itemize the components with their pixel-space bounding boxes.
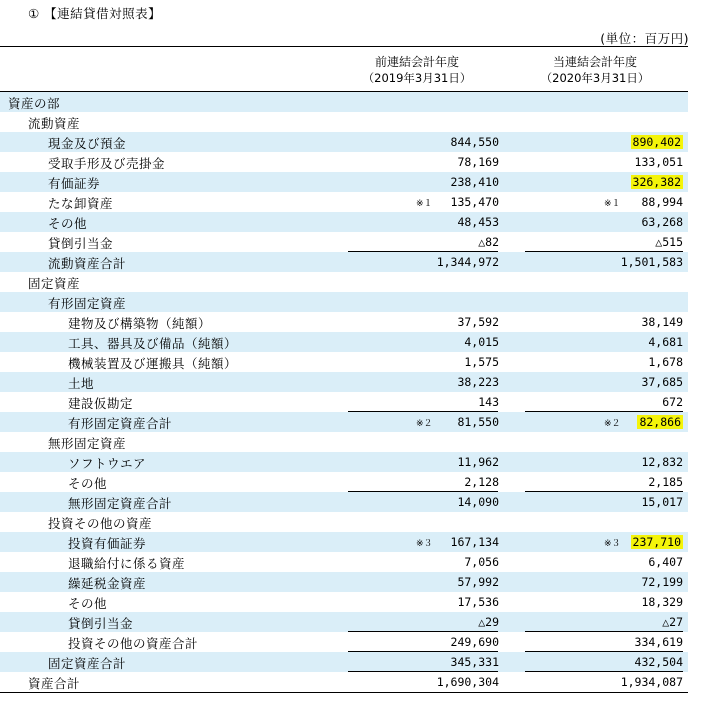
table-row (0, 292, 688, 312)
table-row (0, 212, 688, 232)
table-row (0, 432, 688, 452)
value-text: △27 (662, 615, 683, 629)
table-row (0, 512, 688, 532)
highlighted-value: 237,710 (632, 535, 681, 549)
value-curr (635, 155, 683, 169)
row-label: 投資その他の資産 (48, 516, 153, 531)
total-rule-prev (348, 631, 498, 632)
total-rule-curr (525, 251, 683, 252)
value-curr (631, 135, 683, 149)
row-label: 受取手形及び売掛金 (48, 156, 166, 171)
value-prev: 167,134 (450, 535, 499, 549)
total-rule-curr (525, 671, 683, 672)
value-prev: △29 (478, 615, 499, 629)
value-curr (641, 575, 683, 589)
table-row (0, 652, 688, 672)
table-row (0, 352, 688, 372)
table-row (0, 452, 688, 472)
row-label: 建設仮勘定 (68, 396, 134, 411)
total-rule-prev (348, 411, 498, 412)
row-label: 有形固定資産 (48, 296, 127, 311)
table-bottom-rule (0, 692, 688, 693)
row-label: 機械装置及び運搬具（純額） (68, 356, 238, 371)
table-row (0, 532, 688, 552)
column-header-prev-label: 前連結会計年度 (374, 55, 459, 69)
table-row (0, 572, 688, 592)
value-curr (641, 595, 683, 609)
table-row (0, 372, 688, 392)
table-row (0, 412, 688, 432)
total-rule-prev (348, 651, 498, 652)
value-text: 63,268 (641, 215, 683, 229)
value-prev: 238,410 (450, 175, 499, 189)
row-label: 有形固定資産合計 (68, 416, 173, 431)
value-text: 1,501,583 (620, 255, 683, 269)
value-text: 1,678 (648, 355, 683, 369)
table-row (0, 92, 688, 112)
value-text: 133,051 (634, 155, 683, 169)
total-rule-curr (525, 411, 683, 412)
row-label: 流動資産合計 (48, 256, 127, 271)
value-prev: 37,592 (457, 315, 499, 329)
value-curr (641, 195, 683, 209)
row-label: 固定資産 (28, 276, 81, 291)
value-curr (637, 415, 683, 429)
value-curr (648, 355, 683, 369)
column-header-curr-date: （2020年3月31日） (540, 71, 650, 85)
value-prev: 7,056 (464, 555, 499, 569)
value-text: 1,934,087 (620, 675, 683, 689)
row-label: 退職給付に係る資産 (68, 556, 186, 571)
total-rule-prev (348, 491, 498, 492)
row-label: 繰延税金資産 (68, 576, 147, 591)
row-label: その他 (68, 476, 108, 491)
column-header-prev-date: （2019年3月31日） (362, 71, 472, 85)
value-curr (641, 495, 683, 509)
column-header-curr (510, 54, 680, 86)
row-label: 投資その他の資産合計 (68, 636, 199, 651)
row-label: 土地 (68, 376, 95, 391)
value-text: 38,149 (641, 315, 683, 329)
value-curr (635, 635, 683, 649)
row-label: たな卸資産 (48, 196, 114, 211)
value-prev: 4,015 (464, 335, 499, 349)
value-text: 334,619 (634, 635, 683, 649)
table-row (0, 232, 688, 252)
row-label: 流動資産 (28, 116, 81, 131)
table-row (0, 252, 688, 272)
note-marker-prev: ※３ (416, 539, 433, 549)
value-curr (641, 215, 683, 229)
value-prev: 1,690,304 (436, 675, 499, 689)
value-text: △515 (655, 235, 683, 249)
row-label: 工具、器具及び備品（純額） (68, 336, 238, 351)
value-text: 12,832 (641, 455, 683, 469)
value-prev: 249,690 (450, 635, 499, 649)
table-row (0, 172, 688, 192)
value-prev: 57,992 (457, 575, 499, 589)
value-curr (648, 555, 683, 569)
header-top-rule (0, 46, 688, 47)
row-label: 現金及び預金 (48, 136, 127, 151)
value-curr (648, 475, 683, 489)
total-rule-curr (525, 651, 683, 652)
value-text: 72,199 (641, 575, 683, 589)
table-row (0, 272, 688, 292)
value-curr (635, 655, 683, 669)
unit-label: (単位：百万円) (600, 31, 689, 46)
table-row (0, 612, 688, 632)
value-prev: 143 (478, 395, 499, 409)
value-text: 432,504 (634, 655, 683, 669)
value-prev: 11,962 (457, 455, 499, 469)
total-rule-curr (525, 491, 683, 492)
value-curr (621, 255, 683, 269)
value-prev: 1,344,972 (436, 255, 499, 269)
value-prev: △82 (478, 235, 499, 249)
value-prev: 48,453 (457, 215, 499, 229)
total-rule-prev (348, 671, 498, 672)
value-prev: 135,470 (450, 195, 499, 209)
row-label: 資産の部 (8, 96, 61, 111)
column-header-curr-label: 当連結会計年度 (552, 55, 637, 69)
total-rule-curr (525, 631, 683, 632)
value-prev: 38,223 (457, 375, 499, 389)
column-header-prev (332, 54, 502, 86)
value-text: 88,994 (641, 195, 683, 209)
value-text: 37,685 (641, 375, 683, 389)
page-title: ① 【連結貸借対照表】 (28, 6, 162, 21)
row-label: ソフトウエア (68, 456, 147, 471)
value-curr (655, 235, 683, 249)
table-row (0, 312, 688, 332)
value-curr (641, 315, 683, 329)
note-marker-prev: ※２ (416, 419, 433, 429)
table-row (0, 552, 688, 572)
note-marker-prev: ※１ (416, 199, 433, 209)
table-row (0, 472, 688, 492)
note-marker-curr: ※１ (604, 199, 621, 209)
value-curr (621, 675, 683, 689)
row-label: 有価証券 (48, 176, 101, 191)
value-curr (641, 375, 683, 389)
highlighted-value: 82,866 (639, 415, 681, 429)
table-row (0, 392, 688, 412)
value-curr (662, 615, 683, 629)
value-prev: 345,331 (450, 655, 499, 669)
row-label: その他 (48, 216, 88, 231)
value-text: 4,681 (648, 335, 683, 349)
table-row (0, 592, 688, 612)
highlighted-value: 326,382 (632, 175, 681, 189)
table-row (0, 192, 688, 212)
table-row (0, 332, 688, 352)
value-curr (648, 335, 683, 349)
row-label: 無形固定資産合計 (68, 496, 173, 511)
table-row (0, 132, 688, 152)
total-rule-prev (348, 251, 498, 252)
value-text: 18,329 (641, 595, 683, 609)
table-row (0, 492, 688, 512)
value-text: 2,185 (648, 475, 683, 489)
highlighted-value: 890,402 (632, 135, 681, 149)
note-marker-curr: ※２ (604, 419, 621, 429)
value-text: 672 (662, 395, 683, 409)
row-label: 貸倒引当金 (48, 236, 114, 251)
table-row (0, 632, 688, 652)
value-prev: 2,128 (464, 475, 499, 489)
value-text: 6,407 (648, 555, 683, 569)
value-prev: 1,575 (464, 355, 499, 369)
value-prev: 81,550 (457, 415, 499, 429)
value-prev: 17,536 (457, 595, 499, 609)
table-row (0, 112, 688, 132)
row-label: 建物及び構築物（純額） (68, 316, 212, 331)
value-curr (662, 395, 683, 409)
value-prev: 78,169 (457, 155, 499, 169)
note-marker-curr: ※３ (604, 539, 621, 549)
row-label: その他 (68, 596, 108, 611)
table-row (0, 152, 688, 172)
row-label: 固定資産合計 (48, 656, 127, 671)
balance-sheet-table (0, 92, 688, 692)
row-label: 貸倒引当金 (68, 616, 134, 631)
value-prev: 14,090 (457, 495, 499, 509)
row-label: 資産合計 (28, 676, 81, 691)
table-row (0, 672, 688, 692)
value-curr (631, 175, 683, 189)
value-curr (641, 455, 683, 469)
row-label: 投資有価証券 (68, 536, 147, 551)
row-label: 無形固定資産 (48, 436, 127, 451)
value-prev: 844,550 (450, 135, 499, 149)
value-curr (631, 535, 683, 549)
value-text: 15,017 (641, 495, 683, 509)
